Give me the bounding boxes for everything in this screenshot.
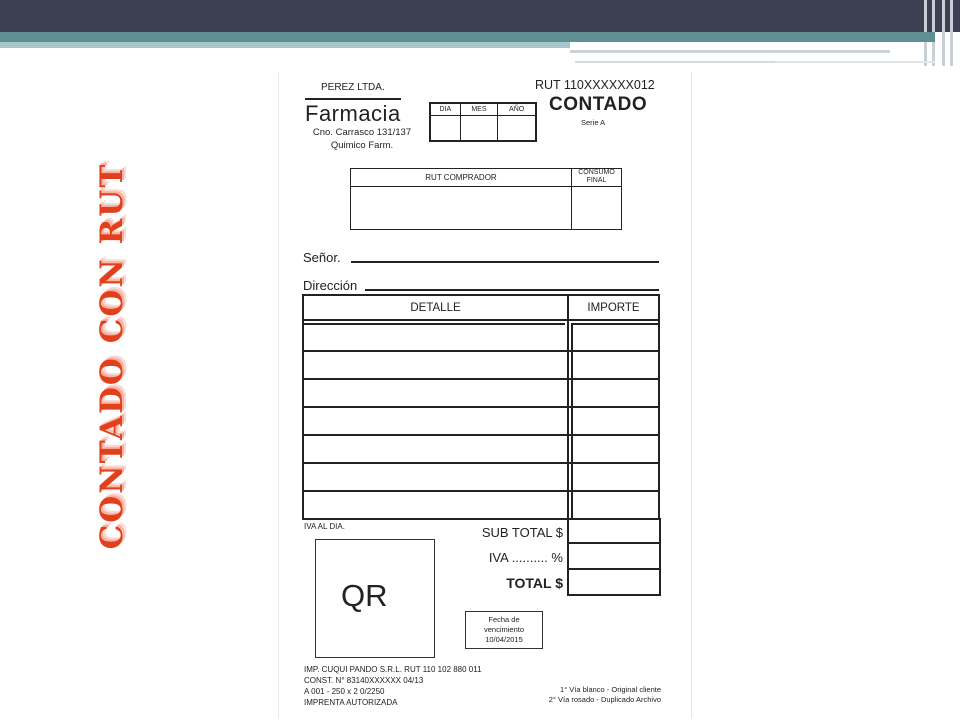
date-box <box>429 102 537 142</box>
date-header-day: DIA <box>431 104 461 116</box>
address-line: Cno. Carrasco 131/137 <box>312 127 412 138</box>
expiry-line: Fecha de <box>488 615 520 624</box>
printer-line: A 001 - 250 x 2 0/2250 <box>304 687 385 696</box>
date-cell-year <box>498 116 536 141</box>
slide-divider-line <box>775 61 935 63</box>
copy-line: 2° Vía rosado - Duplicado Archivo <box>548 695 661 704</box>
address-line: Quimico Farm. <box>330 140 394 151</box>
iva-al-dia-note: IVA AL DIA. <box>304 522 345 531</box>
consumo-final-line: FINAL <box>586 177 607 184</box>
items-row-line <box>304 323 565 325</box>
totals-row-line <box>569 542 659 544</box>
expiry-date: 10/04/2015 <box>485 635 523 644</box>
slide-accent-bar <box>0 32 935 42</box>
senor-line <box>351 261 659 263</box>
slide-divider-line <box>570 50 890 53</box>
items-header-line <box>304 319 658 321</box>
buyer-rut-box <box>350 168 622 230</box>
qr-label: QR <box>341 578 388 613</box>
slide-accent-bar-light <box>0 42 570 48</box>
document-serie: Serie A <box>581 118 606 127</box>
date-cell-day <box>431 116 461 141</box>
printer-line: IMP. CUQUI PANDO S.R.L. RUT 110 102 880 011 <box>304 665 482 674</box>
company-address <box>301 126 423 152</box>
items-row-line <box>304 490 658 492</box>
items-row-line <box>304 378 658 380</box>
items-row-line <box>304 434 658 436</box>
invoice-document <box>278 72 692 718</box>
iva-label: IVA .......... % <box>488 550 563 565</box>
subtotal-label: SUB TOTAL $ <box>481 525 563 540</box>
importe-header: IMPORTE <box>587 302 640 314</box>
slide-title: CONTADO CON RUT <box>94 162 130 550</box>
date-header-year: AÑO <box>498 104 536 116</box>
expiry-line: vencimiento <box>483 625 525 634</box>
slide-divider-line <box>575 61 775 63</box>
consumo-final-line: CONSUMO <box>578 169 615 176</box>
company-name: PEREZ LTDA. <box>321 82 385 93</box>
items-row-line <box>571 323 658 325</box>
brand-logo-text: Farmacia <box>305 98 401 127</box>
senor-label: Señor. <box>303 250 341 265</box>
direccion-label: Dirección <box>303 278 358 293</box>
document-type: CONTADO <box>549 94 648 115</box>
consumo-final-label <box>572 169 621 187</box>
direccion-line <box>365 289 659 291</box>
items-inner-divider <box>571 323 573 518</box>
totals-box <box>567 518 661 596</box>
expiry-date-box <box>465 611 543 649</box>
totals-row-line <box>569 568 659 570</box>
printer-line: CONST. N° 83140XXXXXX 04/13 <box>304 676 424 685</box>
rutbox-divider <box>571 186 572 229</box>
rut-comprador-label: RUT COMPRADOR <box>351 169 572 187</box>
issuer-rut: RUT 110XXXXXX012 <box>535 78 655 92</box>
printer-line: IMPRENTA AUTORIZADA <box>304 698 398 707</box>
date-header-month: MES <box>460 104 498 116</box>
corner-line <box>950 0 953 66</box>
items-row-line <box>304 350 658 352</box>
copy-info <box>515 685 661 705</box>
copy-line: 1° Vía blanco - Original cliente <box>560 685 661 694</box>
slide-header-bar <box>0 0 960 32</box>
items-table <box>302 294 660 520</box>
items-row-line <box>304 462 658 464</box>
corner-line <box>942 0 945 66</box>
date-cell-month <box>460 116 498 141</box>
detalle-header: DETALLE <box>410 302 461 314</box>
printer-info <box>304 664 482 708</box>
items-row-line <box>304 406 658 408</box>
total-label: TOTAL $ <box>506 575 563 591</box>
